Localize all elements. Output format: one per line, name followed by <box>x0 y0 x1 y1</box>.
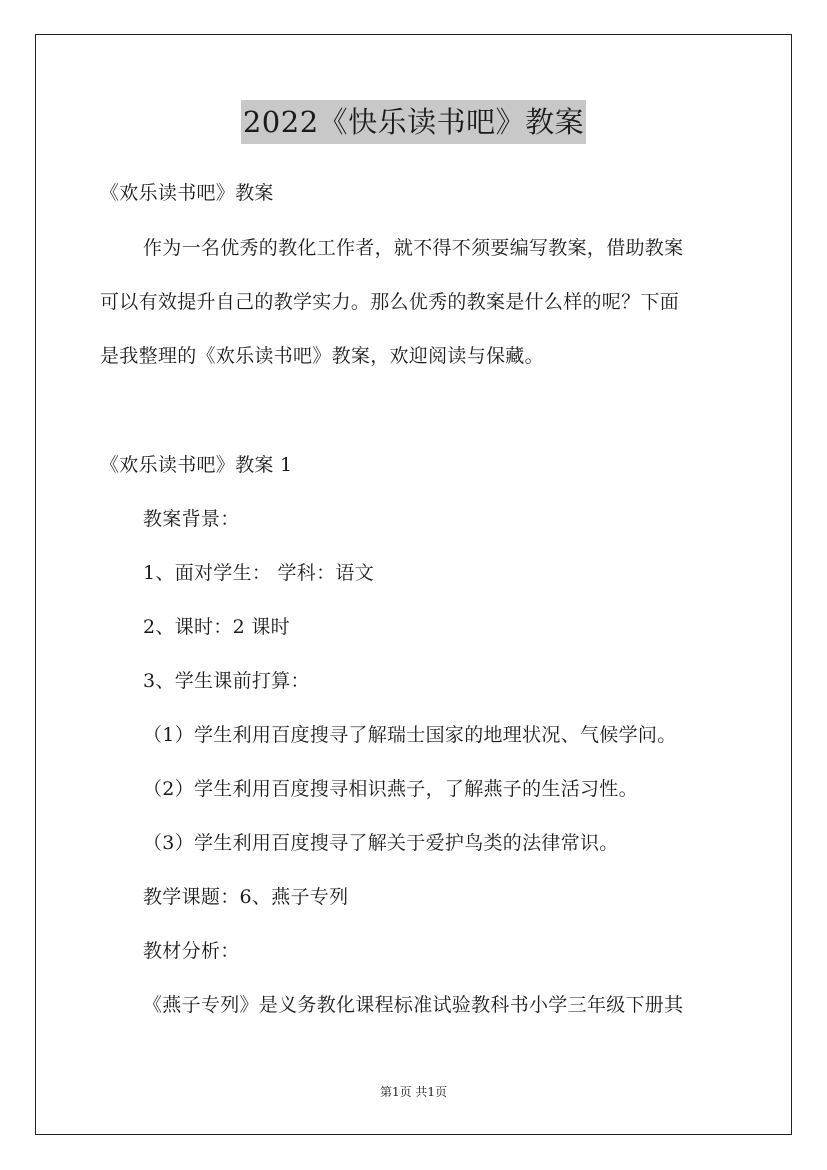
intro-heading: 《欢乐读书吧》教案 <box>100 182 274 204</box>
paragraph-line: 3、学生课前打算： <box>143 670 310 692</box>
paragraph-line: 教学课题：6、燕子专列 <box>143 886 349 908</box>
intro-line-1: 作为一名优秀的教化工作者，就不得不须要编写教案，借助教案 <box>143 237 684 259</box>
paragraph-line: （2）学生利用百度搜寻相识燕子，了解燕子的生活习性。 <box>143 778 638 800</box>
document-title: 2022《快乐读书吧》教案 <box>241 100 586 144</box>
title-container <box>0 100 827 144</box>
paragraph-line: 1、面对学生： 学科：语文 <box>143 562 375 584</box>
section1-heading: 《欢乐读书吧》教案 1 <box>100 454 293 476</box>
paragraph-line: 教案背景： <box>143 508 240 530</box>
paragraph-line: 2、课时：2 课时 <box>143 616 290 638</box>
page-footer: 第1页 共1页 <box>379 1085 448 1099</box>
intro-line-2: 可以有效提升自己的教学实力。那么优秀的教案是什么样的呢？下面 <box>100 291 680 313</box>
paragraph-line: 教材分析： <box>143 940 240 962</box>
paragraph-line: 《燕子专列》是义务教化课程标准试验教科书小学三年级下册其 <box>143 994 684 1016</box>
paragraph-line: （1）学生利用百度搜寻了解瑞士国家的地理状况、气候学问。 <box>143 724 677 746</box>
paragraph-line: （3）学生利用百度搜寻了解关于爱护鸟类的法律常识。 <box>143 832 619 854</box>
intro-line-3: 是我整理的《欢乐读书吧》教案，欢迎阅读与保藏。 <box>100 345 544 367</box>
